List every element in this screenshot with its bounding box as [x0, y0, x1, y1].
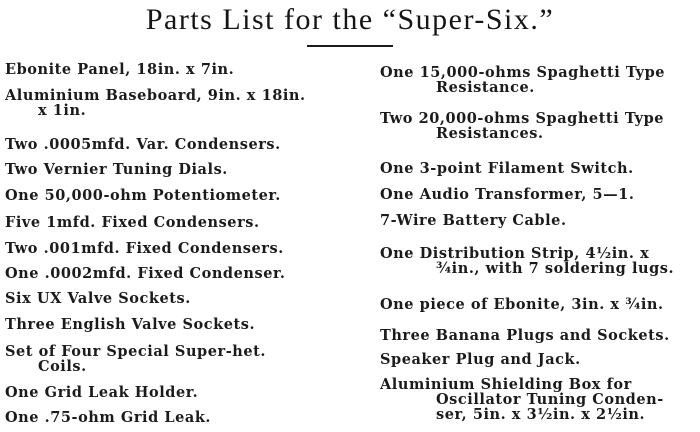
list-item-line: One Distribution Strip, 4½in. x [380, 245, 650, 262]
list-item [380, 65, 694, 95]
list-item-continuation: Oscillator Tuning Conden- [436, 391, 664, 408]
list-item: One .0002mfd. Fixed Condenser. [5, 265, 286, 282]
list-item: Two .0005mfd. Var. Condensers. [5, 136, 281, 153]
list-item: 7-Wire Battery Cable. [380, 212, 567, 229]
list-item: One 3-point Filament Switch. [380, 160, 634, 177]
list-item: One piece of Ebonite, 3in. x ¾in. [380, 296, 664, 313]
list-item: Six UX Valve Sockets. [5, 290, 191, 307]
page-title: Parts List for the “Super-Six.” [145, 3, 555, 36]
list-item [380, 111, 694, 141]
list-item-line: Two 20,000-ohms Spaghetti Type [380, 110, 665, 127]
list-item-line: One 15,000-ohms Spaghetti Type [380, 64, 666, 81]
list-item [380, 246, 694, 276]
list-item-continuation: ser, 5in. x 3½in. x 2½in. [436, 406, 646, 423]
list-item-continuation: x 1in. [38, 102, 87, 119]
list-item: One 50,000-ohm Potentiometer. [5, 187, 281, 204]
list-item-line: Aluminium Baseboard, 9in. x 18in. [5, 87, 306, 104]
list-item [5, 88, 345, 118]
list-item-line: Aluminium Shielding Box for [380, 376, 632, 393]
list-item [5, 344, 345, 374]
list-item: Speaker Plug and Jack. [380, 351, 581, 368]
list-item-continuation: Coils. [38, 358, 87, 375]
list-item-continuation: ¾in., with 7 soldering lugs. [436, 260, 675, 277]
list-item: One Grid Leak Holder. [5, 384, 199, 401]
list-item-line: Set of Four Special Super-het. [5, 343, 266, 360]
list-item: One Audio Transformer, 5—1. [380, 186, 635, 203]
list-item-continuation: Resistance. [436, 79, 535, 96]
list-item: One .75-ohm Grid Leak. [5, 409, 212, 426]
list-item-continuation: Resistances. [436, 125, 544, 142]
list-item: Three English Valve Sockets. [5, 316, 256, 333]
list-item [380, 377, 694, 422]
list-item: Three Banana Plugs and Sockets. [380, 327, 670, 344]
list-item: Ebonite Panel, 18in. x 7in. [5, 61, 235, 78]
list-item: Two Vernier Tuning Dials. [5, 161, 228, 178]
list-item: Five 1mfd. Fixed Condensers. [5, 214, 260, 231]
title-underline [307, 45, 393, 47]
list-item: Two .001mfd. Fixed Condensers. [5, 240, 284, 257]
